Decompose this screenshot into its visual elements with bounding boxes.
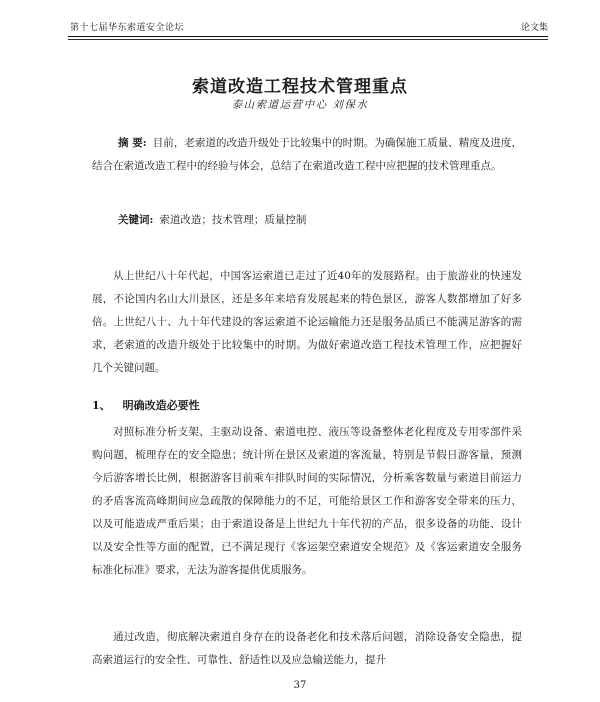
header-rule [68, 36, 548, 37]
running-header [70, 16, 548, 34]
page-number: 37 [293, 680, 307, 691]
section-paragraph [92, 421, 522, 582]
paper-title: 索道改造工程技术管理重点 [192, 77, 408, 97]
abstract [92, 132, 522, 178]
closing-paragraph-text: 通过改造，彻底解决索道自身存在的设备老化和技术落后问题，消除设备安全隐患，提高索道运行的安全性、可靠性、舒适性以及应急输送能力，提升 [92, 631, 522, 666]
keywords-label: 关键词: [118, 214, 154, 226]
abstract-text: 目前，老索道的改造升级处于比较集中的时期。为确保施工质量、精度及进度，结合在索道改造工程中的经验与体会，总结了在索道改造工程中应把握的技术管理重点。 [92, 137, 522, 172]
closing-paragraph [92, 626, 522, 672]
running-header-conference: 第十七届华东索道安全论坛 [70, 23, 185, 33]
keywords-text: 索道改造；技术管理；质量控制 [159, 214, 307, 226]
section-title: 明确改造必要性 [122, 399, 200, 412]
intro-paragraph [92, 265, 522, 380]
section-paragraph-text: 对照标准分析支架、主驱动设备、索道电控、液压等设备整体老化程度及专用零部件采购问题，梳理存在的安全隐患；统计所在景区及索道的客流量，特别是节假日游客量，预测今后游客增长比例，根据游客目前乘车排队时间的实际情况，分析乘客数量与索道目前运力的矛盾客流高峰期间应急疏散的保障能力的不足，可能给景区工作和游客安全带来的压力，以及可能造成严重后果；由于索道设备是上世纪九十年代初的产品，很多设备的功能、设计以及安全性等方面的配置，已不满足现行《客运架空索道安全规范》及《客运索道安全服务标准化标准》要求，无法为游客提供优质服务。 [92, 426, 522, 576]
section-heading [92, 397, 200, 413]
keywords [118, 209, 522, 232]
section-number: 1、 [92, 399, 111, 412]
intro-paragraph-text: 从上世纪八十年代起，中国客运索道已走过了近40年的发展路程。由于旅游业的快速发展，不论国内名山大川景区，还是多年来培育发展起来的特色景区，游客人数都增加了好多倍。上世纪八十、九十年代建设的客运索道不论运输能力还是服务品质已不能满足游客的需求，老索道的改造升级处于比较集中的时期。为做好索道改造工程技术管理工作，应把握好几个关键问题。 [92, 270, 522, 374]
running-header-section: 论文集 [520, 23, 548, 33]
paper-author: 泰山索道运营中心 刘保水 [231, 99, 369, 111]
abstract-label: 摘 要: [118, 137, 147, 149]
header-rule-thin [68, 39, 548, 40]
